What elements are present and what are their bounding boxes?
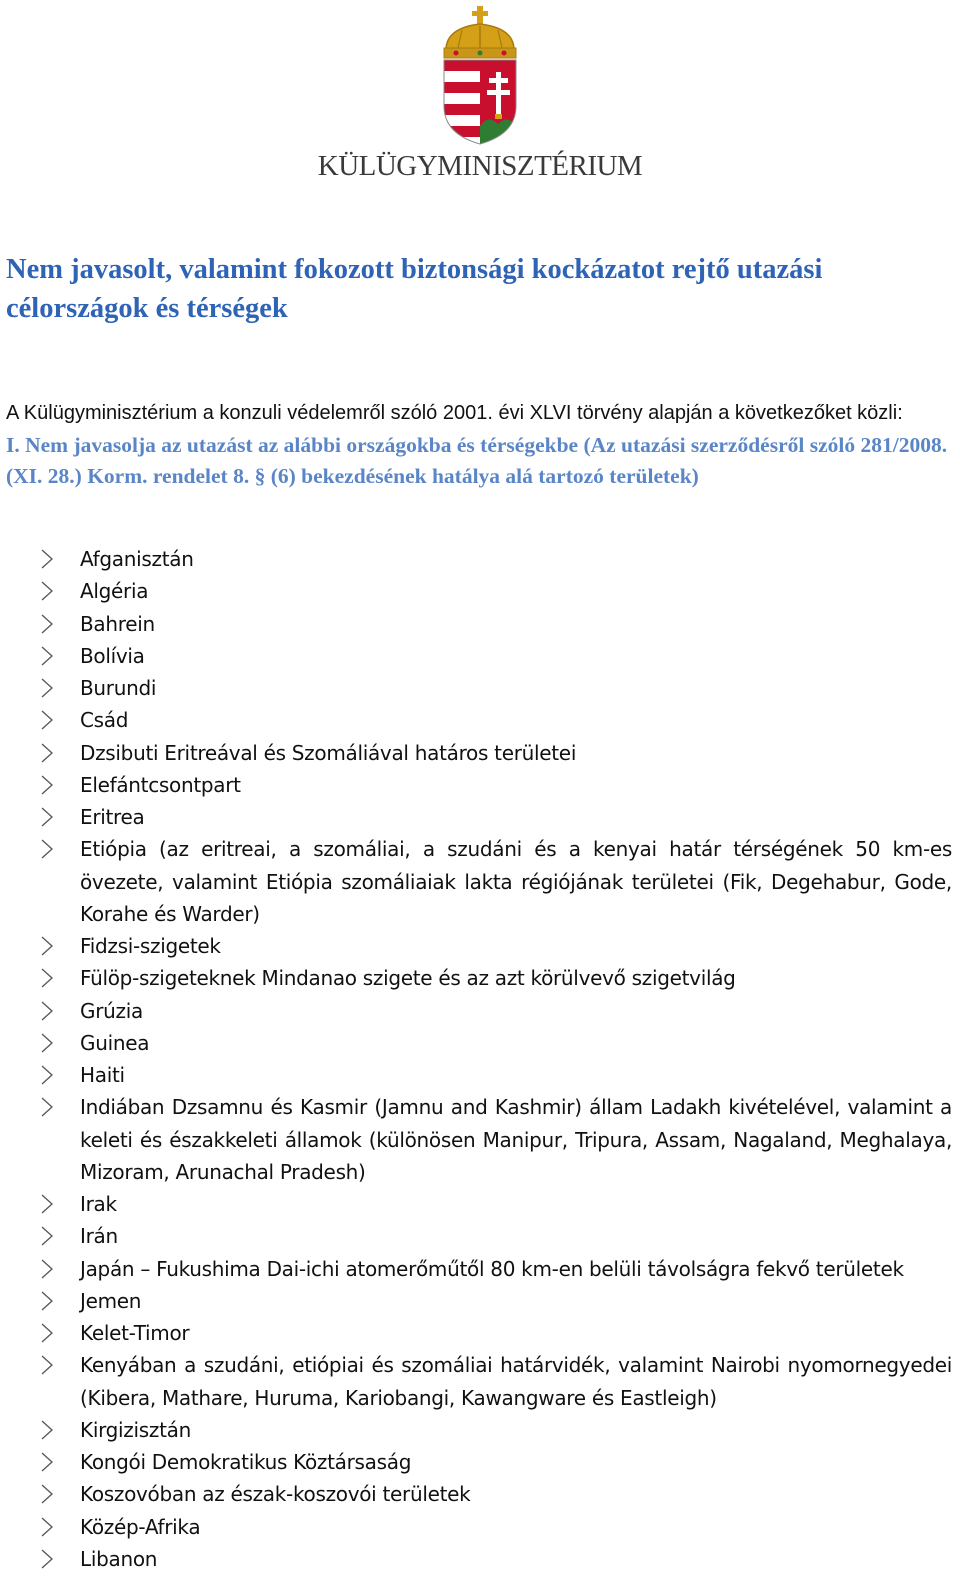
chevron-right-icon [40, 743, 54, 763]
chevron-right-icon [40, 1549, 54, 1569]
chevron-right-icon [40, 710, 54, 730]
intro-text: A Külügyminisztérium a konzuli védelemről szóló 2001. évi XLVI törvény alapján a következőket közli: [6, 402, 903, 424]
list-item-text: Fülöp-szigeteknek Mindanao szigete és az azt körülvevő szigetvilág [80, 966, 736, 991]
chevron-right-icon [40, 614, 54, 634]
section-heading: I. Nem javasolja az utazást az alábbi országokba és térségekbe (Az utazási szerződésről szóló 281/2008. (XI. 28.) Korm. rendelet 8. § (6) bekezdésének hatálya alá tartozó területek) [6, 433, 948, 488]
list-item [0, 737, 960, 769]
list-item [0, 1317, 960, 1349]
list-item [0, 833, 960, 930]
list-item [0, 1027, 960, 1059]
document-title: Nem javasolt, valamint fokozott biztonsági kockázatot rejtő utazási célországok és térségek [6, 254, 823, 324]
list-item [0, 672, 960, 704]
list-item-text: Fidzsi-szigetek [80, 934, 221, 958]
list-item-text: Kelet-Timor [80, 1321, 190, 1345]
list-item-text: Kirgizisztán [80, 1417, 191, 1442]
list-item-text: Kenyában a szudáni, etiópiai és szomáliai határvidék, valamint Nairobi nyomornegyedei (Kibera, Mathare, Huruma, Kariobangi, Kawangware és Eastleigh) [80, 1353, 952, 1410]
list-item [0, 1478, 960, 1510]
list-item [0, 575, 960, 607]
list-item-text: Libanon [80, 1546, 158, 1571]
list-item [0, 962, 960, 994]
list-item-text: Afganisztán [80, 547, 194, 571]
list-item [0, 801, 960, 833]
list-item-text: Kongói Demokratikus Köztársaság [80, 1450, 412, 1474]
list-item-text: Japán – Fukushima Dai-ichi atomerőműtől 80 km-en belüli távolságra fekvő területek [80, 1256, 904, 1281]
chevron-right-icon [40, 1226, 54, 1246]
chevron-right-icon [40, 1484, 54, 1504]
coat-of-arms-icon [436, 6, 524, 146]
list-item-text: Haiti [80, 1063, 125, 1087]
ministry-logo [0, 0, 960, 200]
list-item [0, 1543, 960, 1575]
list-item-text: Közép-Afrika [80, 1514, 201, 1539]
list-item [0, 1285, 960, 1317]
chevron-right-icon [40, 1001, 54, 1021]
chevron-right-icon [40, 549, 54, 569]
chevron-right-icon [40, 1517, 54, 1537]
list-item-text: Bolívia [80, 643, 145, 668]
chevron-right-icon [40, 968, 54, 988]
list-item [0, 769, 960, 801]
chevron-right-icon [40, 936, 54, 956]
list-item-text: Indiában Dzsamnu és Kasmir (Jamnu and Kashmir) állam Ladakh kivételével, valamint a keleti és északkeleti államok (különösen Manipur, Tripura, Assam, Nagaland, Meghalaya, Mizoram, Arunachal Pradesh) [80, 1095, 952, 1184]
chevron-right-icon [40, 1452, 54, 1472]
list-item [0, 995, 960, 1027]
chevron-right-icon [40, 1420, 54, 1440]
chevron-right-icon [40, 581, 54, 601]
list-item [0, 1059, 960, 1091]
list-item [0, 1349, 960, 1414]
chevron-right-icon [40, 1033, 54, 1053]
list-item-text: Irán [80, 1224, 118, 1249]
chevron-right-icon [40, 1194, 54, 1214]
list-item [0, 1414, 960, 1446]
list-item [0, 1511, 960, 1543]
list-item-text: Grúzia [80, 998, 143, 1023]
list-item [0, 930, 960, 962]
list-item-text: Jemen [80, 1288, 142, 1313]
chevron-right-icon [40, 1259, 54, 1279]
chevron-right-icon [40, 1355, 54, 1375]
chevron-right-icon [40, 1323, 54, 1343]
list-item-text: Csád [80, 708, 129, 733]
chevron-right-icon [40, 1065, 54, 1085]
list-item [0, 543, 960, 575]
chevron-right-icon [40, 1097, 54, 1117]
chevron-right-icon [40, 807, 54, 827]
list-item-text: Guinea [80, 1030, 150, 1055]
list-item-text: Algéria [80, 579, 149, 604]
country-list [0, 543, 960, 1575]
list-item [0, 1446, 960, 1478]
chevron-right-icon [40, 646, 54, 666]
list-item [0, 608, 960, 640]
list-item-text: Koszovóban az észak-koszovói területek [80, 1482, 471, 1507]
list-item-text: Eritrea [80, 805, 145, 829]
list-item-text: Dzsibuti Eritreával és Szomáliával határos területei [80, 740, 577, 765]
list-item [0, 1253, 960, 1285]
list-item [0, 1188, 960, 1220]
ministry-name: KÜLÜGYMINISZTÉRIUM [317, 150, 643, 182]
chevron-right-icon [40, 678, 54, 698]
list-item [0, 1091, 960, 1188]
chevron-right-icon [40, 775, 54, 795]
list-item [0, 640, 960, 672]
list-item-text: Etiópia (az eritreai, a szomáliai, a szudáni és a kenyai határ térségének 50 km-es övezete, valamint Etiópia szomáliaiak lakta régiójának területei (Fik, Degehabur, Gode, Korahe és Warder) [80, 837, 952, 926]
list-item [0, 1220, 960, 1252]
list-item-text: Burundi [80, 676, 157, 700]
chevron-right-icon [40, 1291, 54, 1311]
list-item-text: Elefántcsontpart [80, 772, 241, 797]
list-item [0, 704, 960, 736]
list-item-text: Irak [80, 1192, 117, 1216]
list-item-text: Bahrein [80, 611, 155, 636]
chevron-right-icon [40, 839, 54, 859]
